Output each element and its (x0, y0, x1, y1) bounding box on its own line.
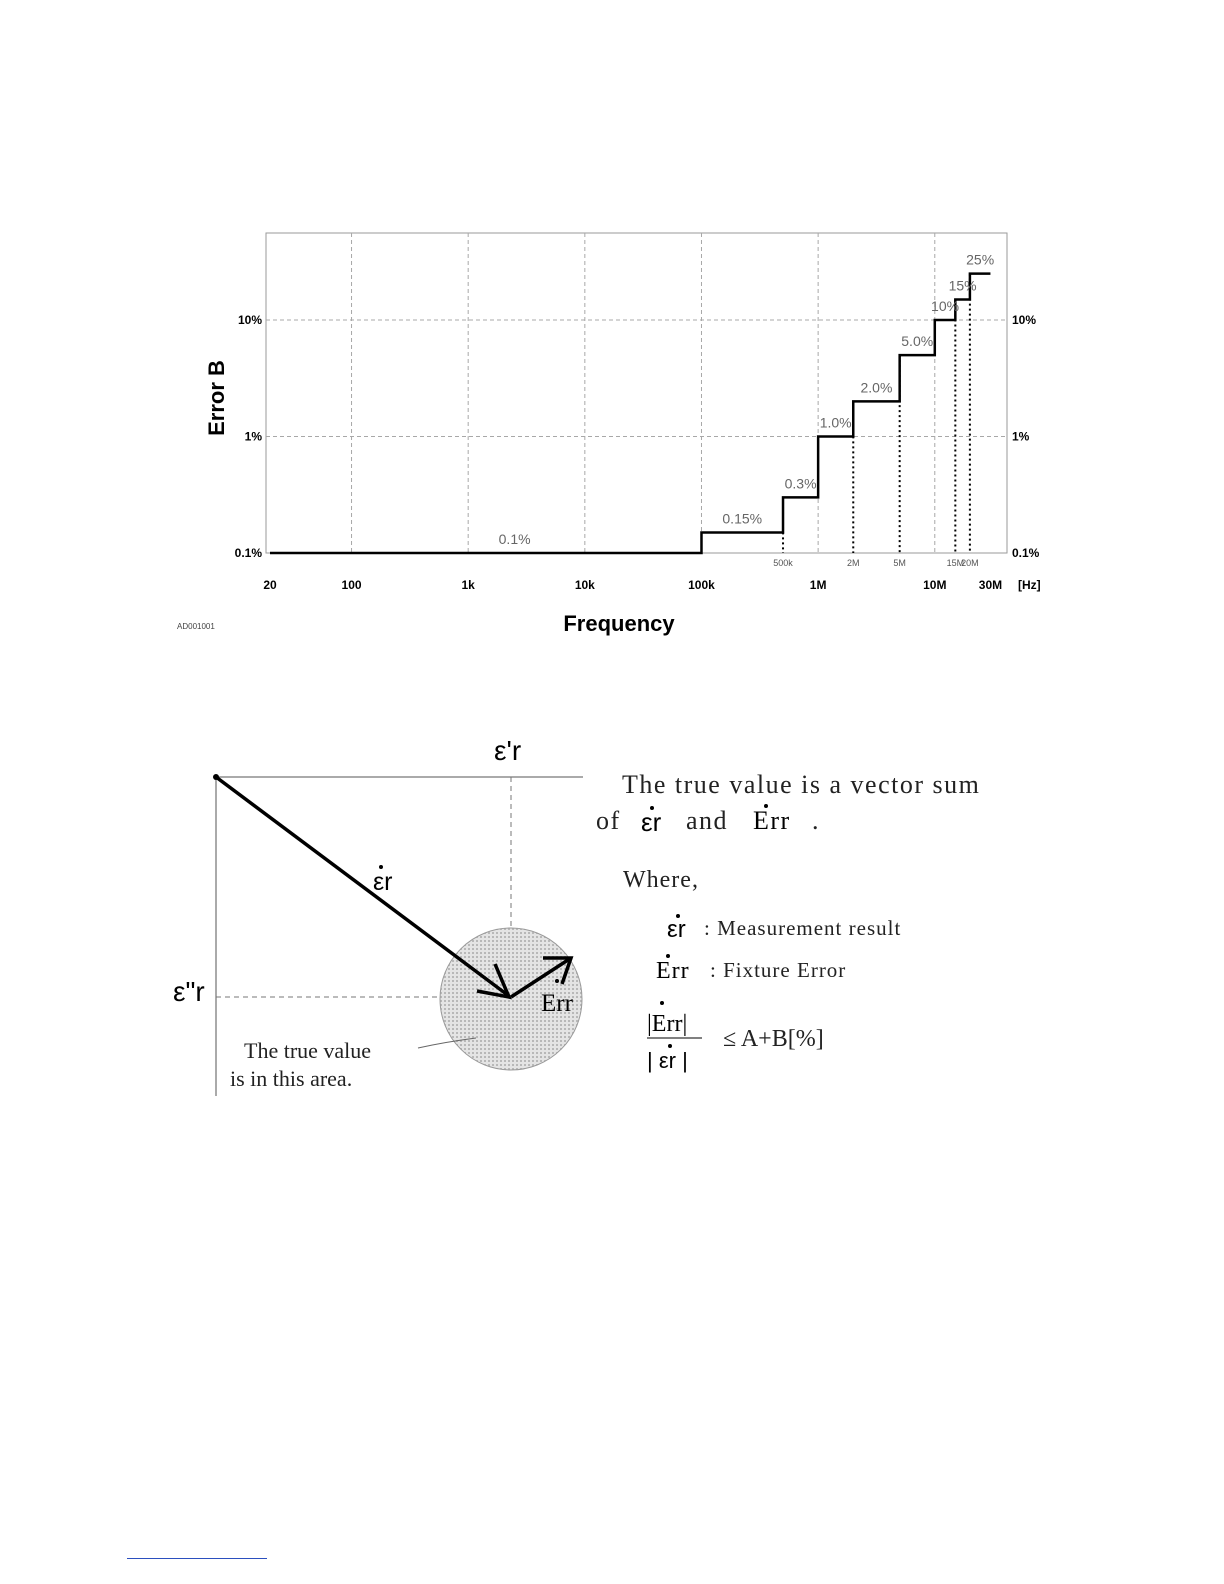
x-tick-label: 100k (688, 578, 715, 592)
x-tick-label: 20 (263, 578, 277, 592)
explanation-end: . (812, 806, 819, 835)
vector-label: εr (373, 868, 393, 896)
breakpoint-label: 500k (773, 558, 793, 568)
definition1-symbol: εr (667, 916, 686, 943)
x-unit-label: [Hz] (1018, 578, 1041, 592)
segment-label: 25% (966, 251, 995, 268)
measurement-vector (216, 777, 509, 996)
y-tick-label-right: 0.1% (1012, 546, 1040, 560)
y-tick-label-right: 10% (1012, 313, 1037, 327)
grid-lines (266, 233, 1007, 553)
vector-diagram (0, 720, 1224, 1160)
segment-label: 5.0% (901, 333, 934, 350)
error-b-frequency-chart (0, 0, 1224, 660)
segment-labels (499, 252, 995, 547)
segment-label: 15% (948, 277, 977, 294)
breakpoint-label: 5M (893, 558, 906, 568)
segment-label: 2.0% (860, 379, 893, 396)
y-axis-title: Error B (204, 360, 229, 436)
explanation-err: Err (753, 806, 791, 835)
y-tick-label-left: 1% (244, 429, 262, 444)
segment-label: 0.1% (498, 531, 531, 547)
inequality: ≤ A+B[%] (723, 1026, 824, 1052)
x-tick-label: 100 (341, 578, 362, 592)
imag-axis-label: ε"r (173, 976, 205, 1007)
dot-accent (555, 979, 559, 983)
real-axis-label: ε'r (494, 735, 522, 766)
segment-label: 1.0% (819, 414, 852, 431)
plot-frame (266, 233, 1007, 553)
x-tick-label: 1k (461, 578, 475, 592)
definition2-symbol: Err (656, 958, 690, 984)
where-label: Where, (623, 867, 699, 893)
definition2-text: : Fixture Error (710, 958, 847, 982)
fraction-numerator: |Err| (647, 1011, 688, 1037)
y-tick-label-right: 1% (1012, 429, 1030, 444)
segment-label: 10% (931, 298, 960, 314)
x-tick-labels (263, 578, 1002, 592)
explanation-er: εr (641, 807, 662, 837)
x-tick-label: 10k (574, 578, 595, 592)
error-step-series (270, 274, 990, 553)
explanation-line1: The true value is a vector sum (622, 770, 981, 799)
segment-label: 0.3% (784, 475, 817, 492)
dot-accent (660, 1001, 664, 1005)
breakpoint-label: 20M (961, 558, 979, 568)
y-tick-label-left: 0.1% (234, 546, 262, 560)
breakpoint-lines (773, 274, 978, 568)
figure-id: AD001001 (177, 622, 215, 631)
error-step-line (270, 274, 990, 553)
area-caption-line2: is in this area. (230, 1066, 353, 1091)
area-caption-line1: The true value (244, 1038, 372, 1063)
footnote-rule (127, 1558, 267, 1559)
origin-dot (213, 774, 219, 780)
x-tick-label: 10M (923, 578, 947, 592)
segment-label: 0.15% (722, 510, 763, 527)
breakpoint-label: 2M (846, 558, 860, 568)
fraction-denominator: | εr | (647, 1048, 688, 1073)
breakpoint-label: 15M (946, 558, 965, 568)
explanation-and: and (686, 806, 729, 835)
explanation-of: of (596, 806, 621, 835)
x-tick-label: 30M (978, 578, 1003, 592)
y-tick-label-left: 10% (237, 313, 262, 327)
error-label: Err (541, 990, 573, 1017)
definition1-text: : Measurement result (704, 916, 902, 940)
x-tick-label: 1M (809, 578, 827, 592)
x-axis-title: Frequency (563, 611, 675, 636)
